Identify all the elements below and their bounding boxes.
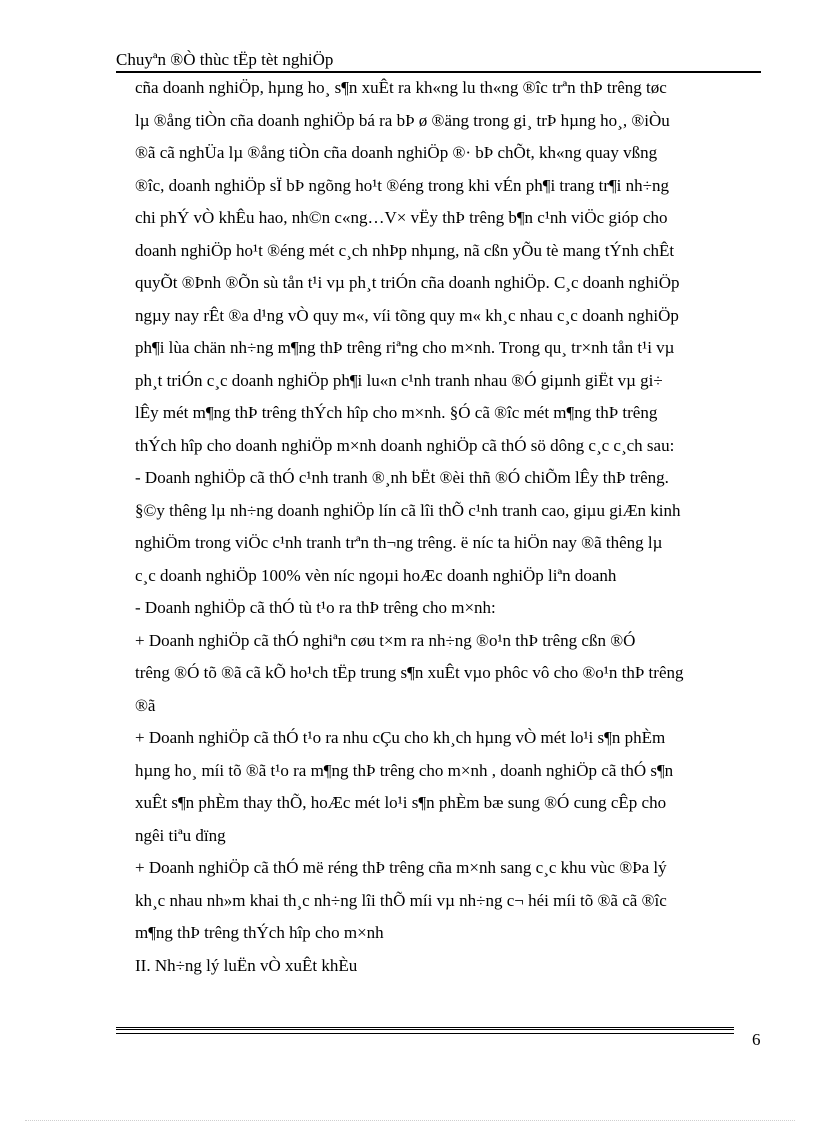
text-line: quyÕt ®Þnh ®Õn sù tån t¹i vµ ph¸t triÓn cña doanh nghiÖp. C¸c doanh nghiÖp <box>135 273 680 292</box>
text-line: ®ã cã nghÜa lµ ®ång tiÒn cña doanh nghiÖp ®· bÞ chÕt, kh«ng quay vßng <box>135 143 658 162</box>
page-edge-dotted-line <box>25 1120 795 1121</box>
text-line: - Doanh nghiÖp cã thÓ c¹nh tranh ®¸nh bËt ®èi thñ ®Ó chiÕm lÊy thÞ trêng. <box>135 468 669 487</box>
text-line: - Doanh nghiÖp cã thÓ tù t¹o ra thÞ trêng cho m×nh: <box>135 598 496 617</box>
section-heading: II. Nh÷ng lý luËn vÒ xuÊt khÈu <box>135 955 358 975</box>
footer-rule <box>116 1027 734 1034</box>
text-line: chi phÝ vÒ khÊu hao, nh©n c«ng…V× vËy thÞ trêng b¶n c¹nh viÖc gióp cho <box>135 208 668 227</box>
text-line: + Doanh nghiÖp cã thÓ më réng thÞ trêng cña m×nh sang c¸c khu vùc ®Þa lý <box>135 858 667 877</box>
text-line: xuÊt s¶n phÈm thay thÕ, hoÆc mét lo¹i s¶n phÈm bæ sung ®Ó cung cÊp cho <box>135 793 667 812</box>
text-line: + Doanh nghiÖp cã thÓ nghiªn cøu t×m ra nh÷ng ®o¹n thÞ trêng cßn ®Ó <box>135 630 636 650</box>
text-line: trêng ®Ó tõ ®ã cã kÕ ho¹ch tËp trung s¶n xuÊt vµo phôc vô cho ®o¹n thÞ trêng <box>135 663 684 682</box>
text-line: ph¸t triÓn c¸c doanh nghiÖp ph¶i lu«n c¹nh tranh nhau ®Ó giµnh giËt vµ gi÷ <box>135 370 663 390</box>
page-number: 6 <box>752 1030 761 1049</box>
text-line: ngêi tiªu dïng <box>135 825 226 845</box>
text-line: nghiÖm trong viÖc c¹nh tranh trªn th¬ng trêng. ë níc ta hiÖn nay ®ã thêng lµ <box>135 533 663 552</box>
text-line: kh¸c nhau nh»m khai th¸c nh÷ng lîi thÕ míi vµ nh÷ng c¬ héi míi tõ ®ã cã ®îc <box>135 890 667 910</box>
text-line: c¸c doanh nghiÖp 100% vèn níc ngoµi hoÆc doanh nghiÖp liªn doanh <box>135 565 617 585</box>
text-line: doanh nghiÖp ho¹t ®éng mét c¸ch nhÞp nhµng, nã cßn yÕu tè mang tÝnh chÊt <box>135 240 675 260</box>
text-line: hµng ho¸ míi tõ ®ã t¹o ra m¶ng thÞ trêng cho m×nh , doanh nghiÖp cã thÓ s¶n <box>135 760 674 780</box>
body-text <box>135 72 753 982</box>
text-line: ph¶i lùa chän nh÷ng m¶ng thÞ trêng riªng cho m×nh. Trong qu¸ tr×nh tån t¹i vµ <box>135 338 675 357</box>
footer-rule-inner-line <box>116 1029 734 1030</box>
text-line: ®îc, doanh nghiÖp sÏ bÞ ngõng ho¹t ®éng trong khi vÉn ph¶i trang tr¶i nh÷ng <box>135 175 669 195</box>
text-line: m¶ng thÞ trêng thÝch hîp cho m×nh <box>135 923 384 942</box>
text-line: thÝch hîp cho doanh nghiÖp m×nh doanh nghiÖp cã thÓ sö dông c¸c c¸ch sau: <box>135 435 675 455</box>
text-line: lÊy mét m¶ng thÞ trêng thÝch hîp cho m×nh. §Ó cã ®îc mét m¶ng thÞ trêng <box>135 403 658 422</box>
text-line: lµ ®ång tiÒn cña doanh nghiÖp bá ra bÞ ø ®äng trong gi¸ trÞ hµng ho¸, ®iÒu <box>135 110 670 130</box>
text-line: ngµy nay rÊt ®a d¹ng vÒ quy m«, víi tõng quy m« kh¸c nhau c¸c doanh nghiÖp <box>135 305 679 325</box>
text-line: ®ã <box>135 695 156 715</box>
text-line: cña doanh nghiÖp, hµng ho¸ s¶n xuÊt ra kh«ng lu th«ng ®îc trªn thÞ trêng tøc <box>135 78 667 97</box>
text-line: §©y thêng lµ nh÷ng doanh nghiÖp lín cã lîi thÕ c¹nh tranh cao, giµu giÆn kinh <box>135 500 681 520</box>
text-line: + Doanh nghiÖp cã thÓ t¹o ra nhu cÇu cho kh¸ch hµng vÒ mét lo¹i s¶n phÈm <box>135 728 666 747</box>
running-header: Chuyªn ®Ò thùc tËp tèt nghiÖp <box>116 50 334 69</box>
